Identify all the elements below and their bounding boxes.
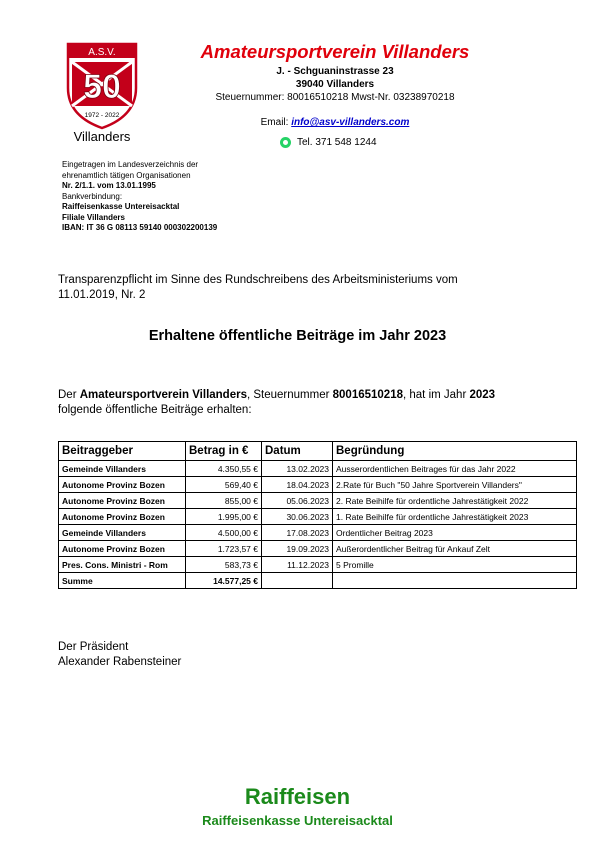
cell-donor: Pres. Cons. Ministri - Rom [59, 557, 186, 573]
cell-total-amount: 14.577,25 € [186, 573, 262, 589]
registration-line: ehrenamtlich tätigen Organisationen [62, 170, 191, 180]
table-row [59, 477, 577, 493]
intro-line: Transparenzpflicht im Sinne des Rundschreibens des Arbeitsministeriums vom [58, 274, 458, 286]
club-logo [62, 40, 142, 135]
cell-amount: 1.723,57 € [186, 541, 262, 557]
address-street: J. - Schguaninstrasse 23 [276, 66, 394, 77]
cell-reason: 5 Promille [333, 557, 577, 573]
logo-number: 50 [83, 68, 121, 106]
cell-date: 11.12.2023 [262, 557, 333, 573]
document-heading: Erhaltene öffentliche Beiträge im Jahr 2023 [148, 328, 447, 344]
cell-empty [333, 573, 577, 589]
cell-date: 05.06.2023 [262, 493, 333, 509]
table-row [59, 509, 577, 525]
cell-amount: 4.350,55 € [186, 461, 262, 477]
statement-paragraph [58, 388, 558, 417]
logo-town: Villanders [73, 129, 131, 144]
intro-line: 11.01.2019, Nr. 2 [58, 289, 146, 301]
logo-years: 1972 - 2022 [84, 112, 120, 119]
registration-block [62, 160, 217, 234]
cell-date: 13.02.2023 [262, 461, 333, 477]
para-text: Der [58, 389, 80, 401]
table-total-row [59, 573, 577, 589]
email-label: Email: [260, 117, 289, 128]
para-taxno: 80016510218 [332, 389, 403, 401]
para-line2: folgende öffentliche Beiträge erhalten: [58, 403, 252, 416]
bank-branch: Filiale Villanders [62, 212, 125, 222]
bank-logo-text: Raiffeisen [244, 784, 351, 809]
cell-donor: Autonome Provinz Bozen [59, 493, 186, 509]
col-header-donor: Beitraggeber [59, 442, 186, 461]
table-row [59, 557, 577, 573]
contributions-table [58, 441, 577, 589]
para-year: 2023 [469, 389, 496, 401]
cell-donor: Autonome Provinz Bozen [59, 541, 186, 557]
cell-date: 19.09.2023 [262, 541, 333, 557]
phone-line [280, 137, 377, 148]
cell-donor: Gemeinde Villanders [59, 461, 186, 477]
iban: IBAN: IT 36 G 08113 59140 000302200139 [62, 223, 218, 232]
signature-role: Der Präsident [58, 641, 129, 653]
cell-reason: Ausserordentlichen Beitrages für das Jahr 2022 [333, 461, 577, 477]
col-header-date: Datum [262, 442, 333, 461]
email-line [160, 117, 510, 128]
cell-donor: Gemeinde Villanders [59, 525, 186, 541]
table-row [59, 493, 577, 509]
cell-date: 30.06.2023 [262, 509, 333, 525]
table-header-row [59, 442, 577, 461]
table-row [59, 541, 577, 557]
cell-reason: 2.Rate für Buch "50 Jahre Sportverein Villanders" [333, 477, 577, 493]
phone-number: Tel. 371 548 1244 [297, 137, 377, 148]
logo-top-text: A.S.V. [88, 47, 116, 58]
para-text: , hat im Jahr [403, 389, 470, 401]
bank-branch-footer: Raiffeisenkasse Untereisacktal [202, 813, 393, 828]
bank-label: Bankverbindung: [62, 191, 123, 201]
cell-reason: Ordentlicher Beitrag 2023 [333, 525, 577, 541]
cell-donor: Autonome Provinz Bozen [59, 509, 186, 525]
cell-amount: 4.500,00 € [186, 525, 262, 541]
cell-date: 17.08.2023 [262, 525, 333, 541]
cell-amount: 1.995,00 € [186, 509, 262, 525]
para-club: Amateursportverein Villanders [79, 389, 247, 401]
club-name-title: Amateursportverein Villanders [200, 41, 470, 62]
cell-reason: Außerordentlicher Beitrag für Ankauf Zelt [333, 541, 577, 557]
cell-date: 18.04.2023 [262, 477, 333, 493]
cell-amount: 569,40 € [186, 477, 262, 493]
cell-reason: 1. Rate Beihilfe für ordentliche Jahrestätigkeit 2023 [333, 509, 577, 525]
signature-name: Alexander Rabensteiner [58, 656, 182, 668]
signature-block [58, 640, 181, 670]
cell-reason: 2. Rate Beihilfe für ordentliche Jahrestätigkeit 2022 [333, 493, 577, 509]
registration-number: Nr. 2/1.1. vom 13.01.1995 [62, 181, 156, 190]
col-header-amount: Betrag in € [186, 442, 262, 461]
cell-amount: 583,73 € [186, 557, 262, 573]
registration-line: Eingetragen im Landesverzeichnis der [62, 160, 199, 169]
email-link[interactable]: info@asv-villanders.com [291, 117, 410, 128]
table-row [59, 461, 577, 477]
para-text: , Steuernummer [246, 389, 333, 401]
table-row [59, 525, 577, 541]
cell-donor: Autonome Provinz Bozen [59, 477, 186, 493]
cell-empty [262, 573, 333, 589]
col-header-reason: Begründung [333, 442, 577, 461]
bank-name: Raiffeisenkasse Untereisacktal [62, 202, 180, 211]
whatsapp-icon [280, 137, 291, 148]
transparency-intro [58, 273, 498, 303]
cell-total-label: Summe [59, 573, 186, 589]
tax-line: Steuernummer: 80016510218 Mwst-Nr. 03238970218 [215, 92, 455, 103]
cell-amount: 855,00 € [186, 493, 262, 509]
address-city: 39040 Villanders [295, 79, 375, 90]
